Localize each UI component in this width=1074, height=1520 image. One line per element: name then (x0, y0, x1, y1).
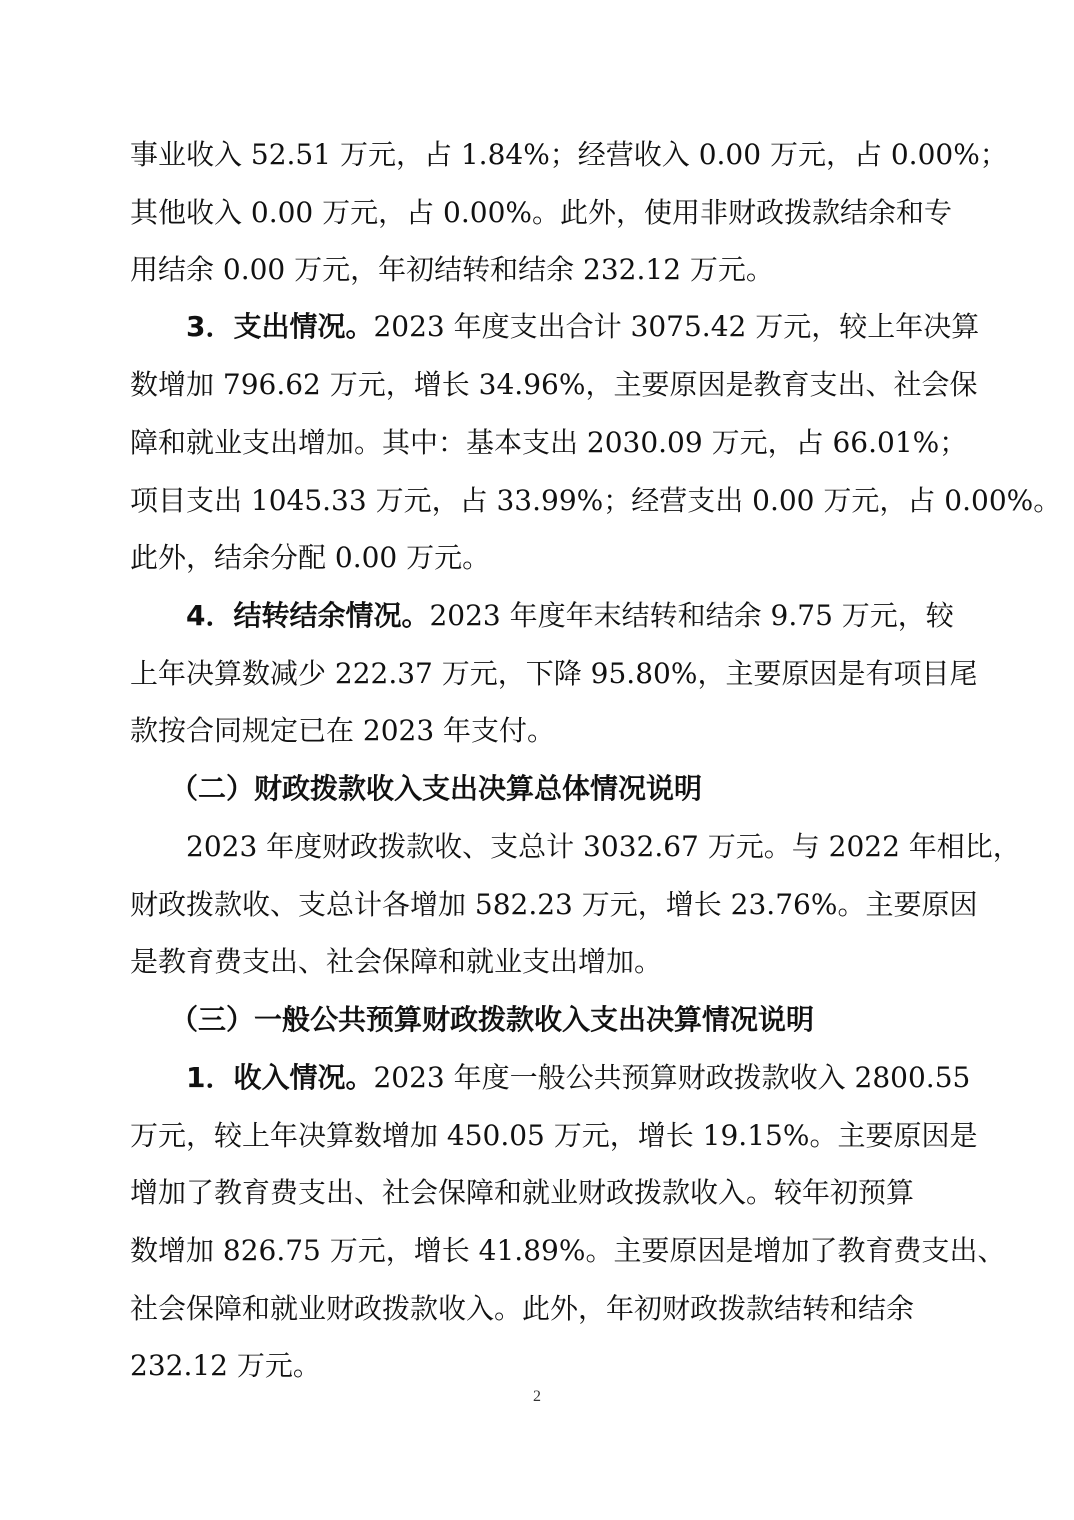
paragraph-line: 数增加 796.62 万元，增长 34.96%，主要原因是教育支出、社会保 (130, 368, 978, 401)
paragraph-line: 障和就业支出增加。其中：基本支出 2030.09 万元，占 66.01%； (130, 426, 968, 459)
paragraph-line: 数增加 826.75 万元，增长 41.89%。主要原因是增加了教育费支出、 (130, 1234, 1006, 1267)
paragraph-line: 项目支出 1045.33 万元，占 33.99%；经营支出 0.00 万元，占 0.00%。 (130, 484, 1062, 517)
paragraph-line: 财政拨款收、支总计各增加 582.23 万元，增长 23.76%。主要原因 (130, 888, 978, 921)
paragraph-line: 社会保障和就业财政拨款收入。此外，年初财政拨款结转和结余 (130, 1292, 915, 1325)
paragraph-line: 2023 年度财政拨款收、支总计 3032.67 万元。与 2022 年相比， (186, 830, 1021, 863)
expenditure-paragraph-first-line (186, 307, 979, 347)
section-heading: （三）一般公共预算财政拨款收入支出决算情况说明 (170, 1003, 815, 1036)
paragraph-line: 用结余 0.00 万元，年初结转和结余 232.12 万元。 (130, 253, 774, 286)
page-number: 2 (533, 1388, 541, 1405)
paragraph-text: 2023 年度一般公共预算财政拨款收入 2800.55 (373, 1061, 971, 1094)
paragraph-text: 2023 年度年末结转和结余 9.75 万元，较 (429, 599, 954, 632)
paragraph-line: 事业收入 52.51 万元，占 1.84%；经营收入 0.00 万元，占 0.00%； (130, 138, 1008, 171)
paragraph-line: 增加了教育费支出、社会保障和就业财政拨款收入。较年初预算 (130, 1176, 915, 1209)
paragraph-line: 232.12 万元。 (130, 1349, 321, 1382)
income-paragraph-first-line (186, 1058, 970, 1098)
paragraph-line: 其他收入 0.00 万元，占 0.00%。此外，使用非财政拨款结余和专 (130, 196, 952, 229)
paragraph-line: 此外，结余分配 0.00 万元。 (130, 541, 491, 574)
paragraph-line: 上年决算数减少 222.37 万元，下降 95.80%，主要原因是有项目尾 (130, 657, 978, 690)
income-heading: 1．收入情况。 (186, 1061, 374, 1094)
expenditure-heading: 3．支出情况。 (186, 310, 374, 343)
carryover-heading: 4．结转结余情况。 (186, 599, 430, 632)
paragraph-line: 是教育费支出、社会保障和就业支出增加。 (130, 945, 663, 978)
paragraph-text: 2023 年度支出合计 3075.42 万元，较上年决算 (373, 310, 980, 343)
section-heading: （二）财政拨款收入支出决算总体情况说明 (170, 772, 703, 805)
carryover-paragraph-first-line (186, 596, 954, 636)
paragraph-line: 万元，较上年决算数增加 450.05 万元，增长 19.15%。主要原因是 (130, 1119, 978, 1152)
paragraph-line: 款按合同规定已在 2023 年支付。 (130, 714, 556, 747)
